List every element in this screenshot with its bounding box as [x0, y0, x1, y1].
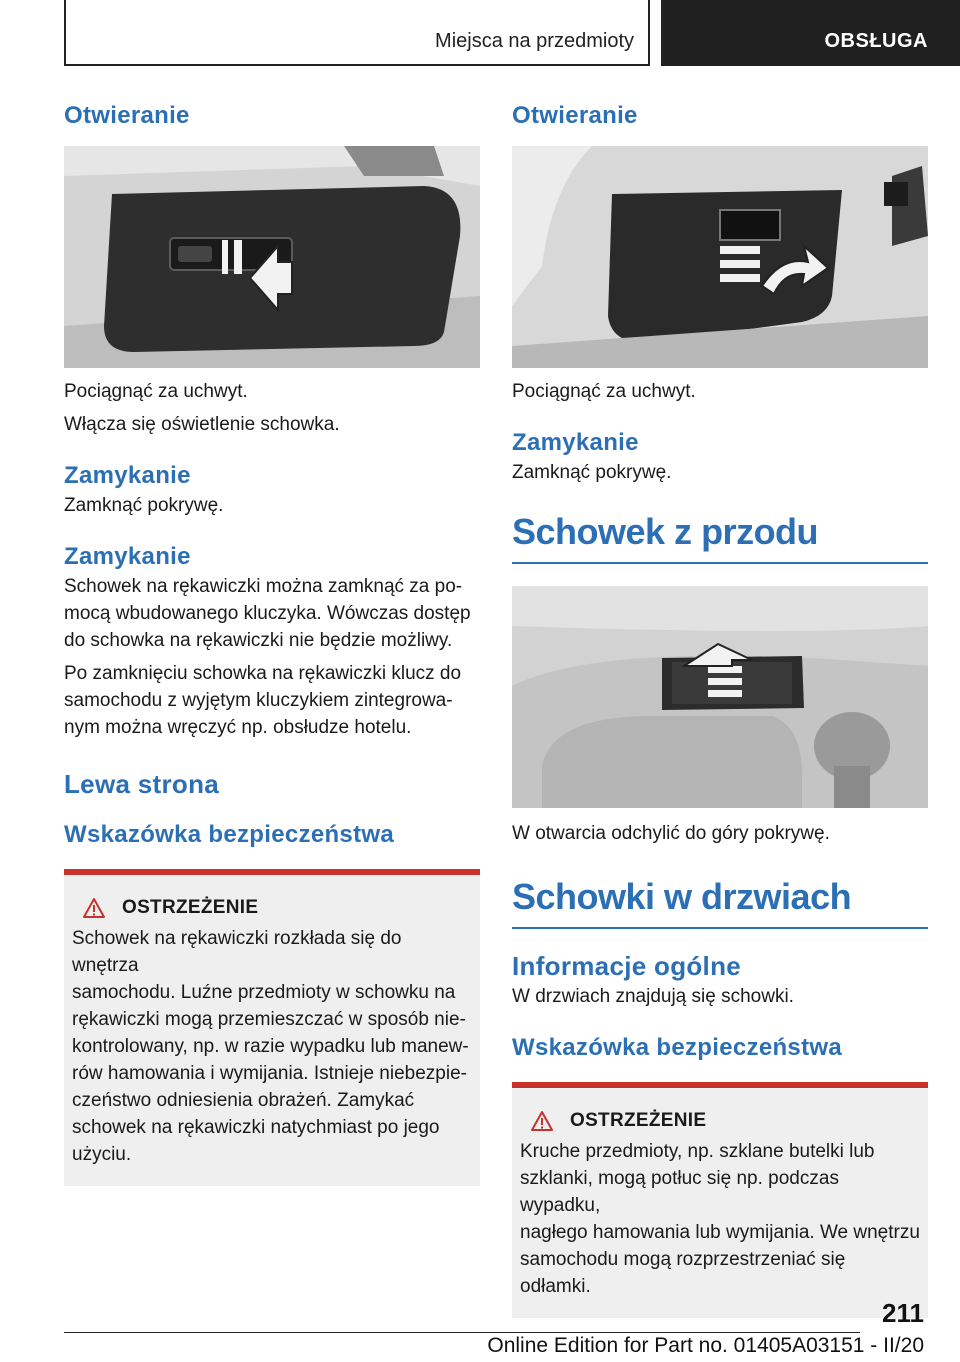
heading-schowek-z-przodu: Schowek z przodu — [512, 510, 928, 564]
warning-title-right: OSTRZEŻENIE — [570, 1110, 707, 1131]
heading-zamykanie-right: Zamykanie — [512, 429, 639, 456]
text-light-on: Włącza się oświetlenie schowka. — [64, 414, 340, 435]
glovebox-photo — [64, 146, 480, 368]
warning-box-right — [512, 1082, 928, 1318]
text-hotel-key: Po zamknięciu schowka na rękawiczki klucz do samochodu z wyjętym kluczykiem zintegrowa- nym można wręczyć np. obsłudze hotelu. — [64, 663, 462, 738]
heading-schowki-w-drzwiach: Schowki w drzwiach — [512, 875, 928, 929]
warning-triangle-icon — [82, 897, 106, 919]
header-chapter-box — [661, 0, 960, 66]
text-close-lid-right: Zamknąć pokrywę. — [512, 462, 672, 483]
warning-title-row — [72, 897, 472, 919]
text-close-lid: Zamknąć pokrywę. — [64, 495, 224, 516]
warning-title: OSTRZEŻENIE — [122, 897, 259, 918]
heading-otwieranie: Otwieranie — [64, 102, 190, 129]
left-column — [64, 100, 480, 1186]
text-door-storage: W drzwiach znajdują się schowki. — [512, 986, 794, 1007]
warning-text-right: Kruche przedmioty, np. szklane butelki lub szklanki, mogą potłuc się np. podczas wypadku, nagłego hamowania lub wymijania. We wnętrzu samochodu mogą rozprzestrzeniać się odłamki. — [520, 1141, 920, 1297]
heading-otwieranie-right: Otwieranie — [512, 102, 638, 129]
warning-box-left — [64, 869, 480, 1186]
header-chapter-title: OBSŁUGA — [824, 30, 928, 52]
warning-triangle-icon — [530, 1110, 554, 1132]
footer-edition: Online Edition for Part no. 01405A03151 - II/20 — [487, 1334, 924, 1357]
heading-zamykanie-2: Zamykanie — [64, 543, 191, 570]
front-storage-photo — [512, 586, 928, 808]
footer-divider — [64, 1332, 860, 1333]
warning-text-left: Schowek na rękawiczki rozkłada się do wnętrza samochodu. Luźne przedmioty w schowku na rękawiczki mogą przemieszczać w sposób nie- kontrolowany, np. w razie wypadku lub manew- rów hamowania i wymijania. Istnieje niebezpie- czeństwo odniesienia obrażeń. Zamykać schowek na rękawiczki natychmiast po jego użyciu. — [72, 928, 469, 1165]
heading-wskazowka-right: Wskazówka bezpieczeństwa — [512, 1034, 842, 1061]
page-header — [64, 0, 960, 66]
header-section-box — [64, 0, 650, 66]
front-storage-illustration — [512, 586, 928, 808]
glovebox-right-photo — [512, 146, 928, 368]
glovebox-illustration — [64, 146, 480, 368]
text-lock-key: Schowek na rękawiczki można zamknąć za po- mocą wbudowanego kluczyka. Wówczas dostęp do schowka na rękawiczki nie będzie możliwy. — [64, 576, 471, 651]
text-front-lid: W otwarcia odchylić do góry pokrywę. — [512, 823, 830, 844]
text-pull-handle-right: Pociągnąć za uchwyt. — [512, 381, 696, 402]
text-pull-handle: Pociągnąć za uchwyt. — [64, 381, 248, 402]
warning-title-row-right — [520, 1110, 920, 1132]
heading-lewa-strona: Lewa strona — [64, 769, 220, 799]
heading-wskazowka-left: Wskazówka bezpieczeństwa — [64, 821, 394, 848]
page-number: 211 — [882, 1298, 924, 1328]
heading-informacje-ogolne: Informacje ogólne — [512, 951, 742, 981]
heading-zamykanie-1: Zamykanie — [64, 462, 191, 489]
header-section-title: Miejsca na przedmioty — [435, 30, 634, 52]
glovebox-right-illustration — [512, 146, 928, 368]
right-column — [512, 100, 928, 1318]
